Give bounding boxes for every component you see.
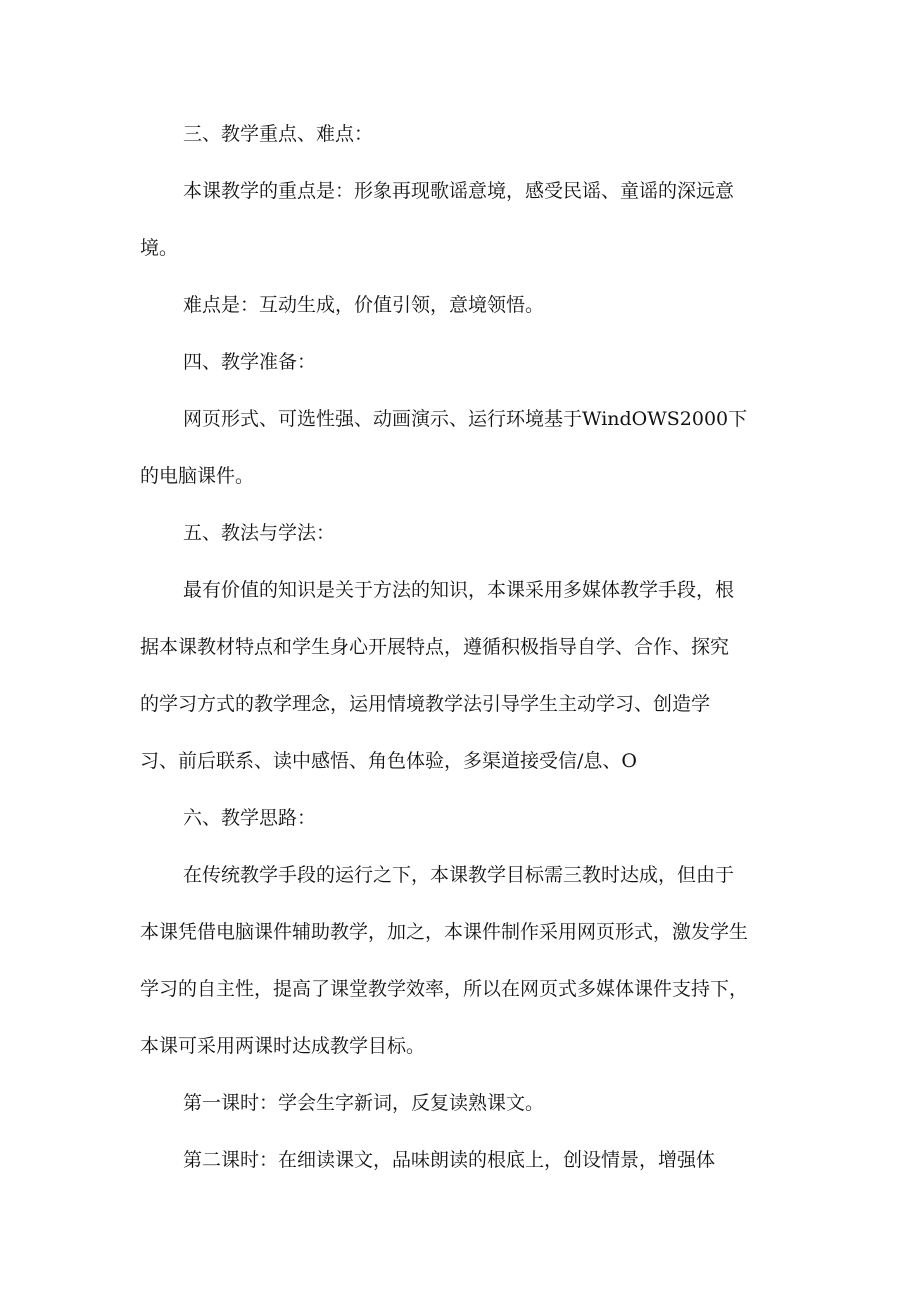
paragraph-line: 在传统教学手段的运行之下，本课教学目标需三教时达成，但由于 xyxy=(183,864,735,886)
paragraph-line: 习、前后联系、读中感悟、角色体验，多渠道接受信/息、O xyxy=(140,750,637,772)
paragraph-line: 第一课时：学会生字新词，反复读熟课文。 xyxy=(183,1092,545,1114)
heading-teaching-ideas: 六、教学思路： xyxy=(183,807,317,829)
paragraph-line: 最有价值的知识是关于方法的知识，本课采用多媒体教学手段，根 xyxy=(183,579,735,601)
paragraph-line: 本课教学的重点是：形象再现歌谣意境，感受民谣、童谣的深远意 xyxy=(183,180,735,202)
heading-preparation: 四、教学准备： xyxy=(183,351,317,373)
heading-key-points: 三、教学重点、难点： xyxy=(183,123,374,145)
heading-methods: 五、教法与学法： xyxy=(183,522,336,544)
paragraph-line: 的学习方式的教学理念，运用情境教学法引导学生主动学习、创造学 xyxy=(140,693,711,715)
paragraph-line: 本课凭借电脑课件辅助教学，加之，本课件制作采用网页形式，激发学生 xyxy=(140,921,749,943)
paragraph-line: 据本课教材特点和学生身心开展特点，遵循积极指导自学、合作、探究 xyxy=(140,636,730,658)
paragraph-line: 的电脑课件。 xyxy=(140,465,255,487)
paragraph-line: 本课可采用两课时达成教学目标。 xyxy=(140,1035,426,1057)
paragraph-line: 学习的自主性，提高了课堂教学效率，所以在网页式多媒体课件支持下， xyxy=(140,978,749,1000)
paragraph-line: 第二课时：在细读课文，品味朗读的根底上，创设情景，增强体 xyxy=(183,1149,716,1171)
paragraph-line: 难点是：互动生成，价值引领，意境领悟。 xyxy=(183,294,545,316)
paragraph-line: 网页形式、可选性强、动画演示、运行环境基于WindOWS2000下 xyxy=(183,408,748,430)
paragraph-line: 境。 xyxy=(140,237,179,259)
